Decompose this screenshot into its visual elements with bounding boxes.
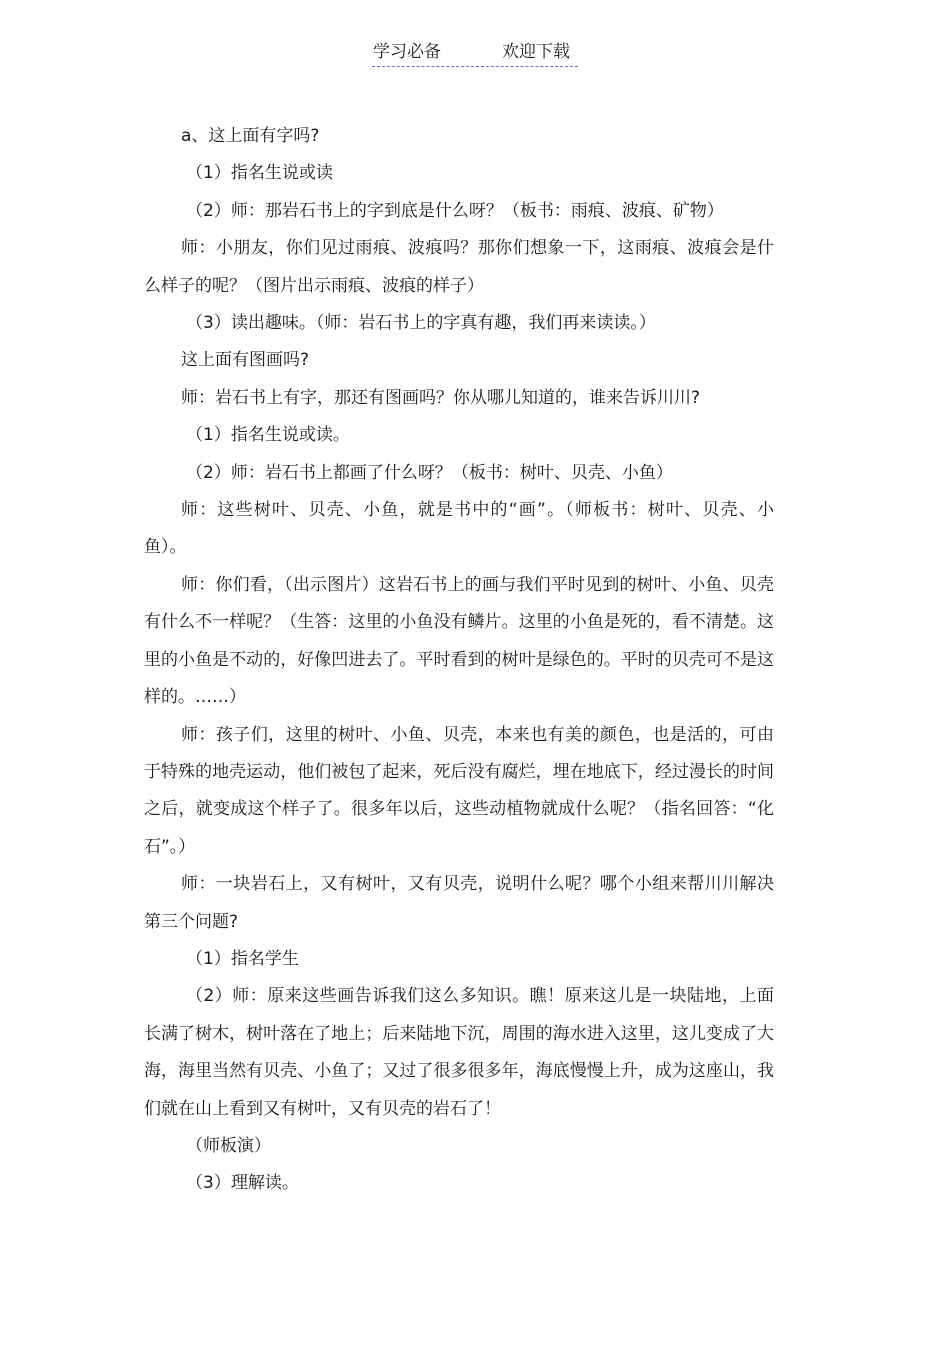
paragraph: 师：你们看，（出示图片）这岩石书上的画与我们平时见到的树叶、小鱼、贝壳有什么不一样呢？（生答：这里的小鱼没有鳞片。这里的小鱼是死的，看不清楚。这里的小鱼是不动的，好像凹进去了。平时看到的树叶是绿色的。平时的贝壳可不是这样的。……） [144,574,774,708]
paragraph: （3）读出趣味。（师：岩石书上的字真有趣，我们再来读读。） [186,313,656,334]
paragraph: （2）师：原来这些画告诉我们这么多知识。瞧！原来这儿是一块陆地，上面长满了树木，树叶落在了地上；后来陆地下沉，周围的海水进入这里，这儿变成了大海，海里当然有贝壳、小鱼了；又过了很多很多年，海底慢慢上升，成为这座山，我们就在山上看到又有树叶，又有贝壳的岩石了！ [144,986,774,1119]
paragraph: a、这上面有字吗? [181,126,320,146]
paragraph: （1）指名生说或读 [186,163,333,184]
paragraph: 师：一块岩石上，又有树叶，又有贝壳，说明什么呢？哪个小组来帮川川解决第三个问题? [144,874,774,932]
paragraph: （2）师：岩石书上都画了什么呀？（板书：树叶、贝壳、小鱼） [186,462,673,483]
paragraph: 师：孩子们，这里的树叶、小鱼、贝壳，本来也有美的颜色，也是活的，可由于特殊的地壳运动，他们被包了起来，死后没有腐烂，埋在地底下，经过漫长的时间之后，就变成这个样子了。很多年以后，这些动植物就成什么呢？（指名回答：“化石”。） [144,724,774,857]
header-right-text: 欢迎下载 [502,42,570,62]
paragraph: 师：小朋友，你们见过雨痕、波痕吗？那你们想象一下，这雨痕、波痕会是什么样子的呢？（图片出示雨痕、波痕的样子） [144,238,774,296]
header-left-text: 学习必备 [373,42,441,62]
paragraph: 这上面有图画吗? [181,350,310,371]
page-header [372,38,578,67]
paragraph: （2）师：那岩石书上的字到底是什么呀？（板书：雨痕、波痕、矿物） [186,200,724,221]
paragraph: （1）指名学生 [186,948,299,969]
paragraph: （1）指名生说或读。 [186,425,350,446]
paragraph: 师：岩石书上有字，那还有图画吗？你从哪儿知道的，谁来告诉川川? [181,387,701,408]
paragraph: （3）理解读。 [186,1173,299,1194]
document-body [144,118,774,1203]
paragraph: （师板演） [186,1135,271,1156]
paragraph: 师：这些树叶、贝壳、小鱼，就是书中的“画”。（师板书：树叶、贝壳、小鱼）。 [144,500,774,558]
